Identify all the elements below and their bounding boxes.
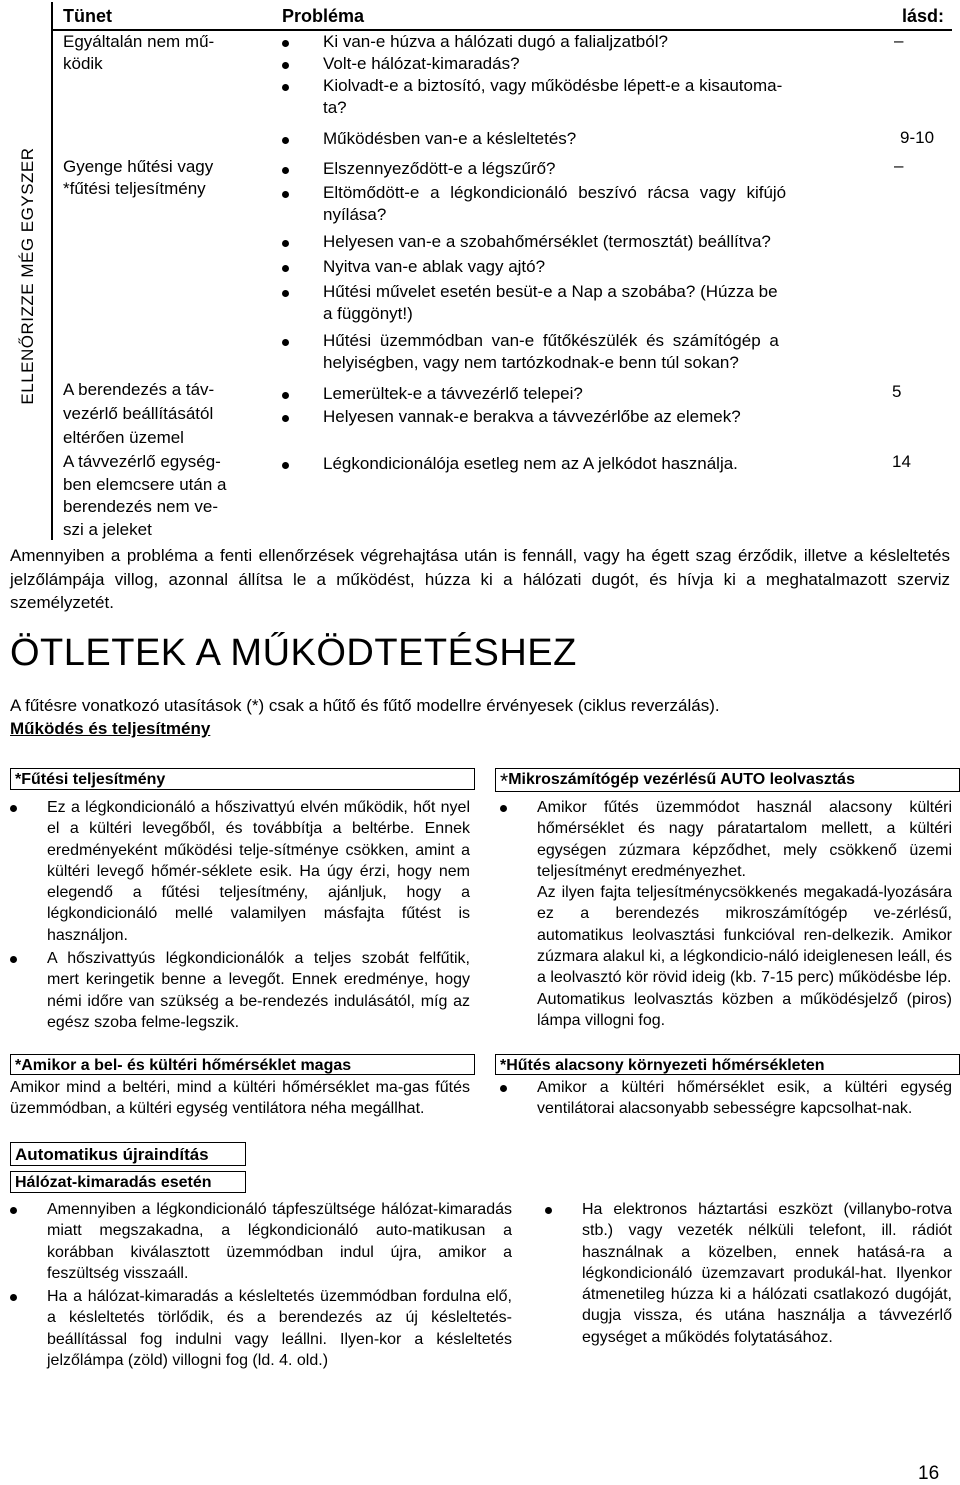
bullet-icon <box>500 805 507 812</box>
bullet-icon <box>282 191 289 198</box>
symptom-cell: Egyáltalán nem mű- ködik <box>63 32 215 73</box>
see-reference: – <box>894 156 904 175</box>
bullet-icon <box>282 84 289 91</box>
header-see: lásd: <box>902 6 945 26</box>
page-number: 16 <box>918 1463 940 1484</box>
bullet-icon <box>282 62 289 69</box>
list-item: Hűtési üzemmódban van-e fűtőkészülék és számítógép a helyiségben, vagy nem tartózkodnak-e benn túl sokan? <box>278 330 884 374</box>
see-reference: – <box>894 31 904 50</box>
bullet-icon <box>282 415 289 422</box>
see-reference: 5 <box>892 382 902 401</box>
bullet-icon <box>282 240 289 247</box>
bullet-icon <box>282 167 289 174</box>
bullet-icon <box>282 137 289 144</box>
list-item: Ki van-e húzva a hálózati dugó a falialjzatból? <box>278 31 884 53</box>
list-item: Ez a légkondicionáló a hőszivattyú elvén működik, hőt nyel el a kültéri levegőből, és továbbítja a beltérbe. Ennek eredményeként működési telje-sítménye csökken, amint a kültéri levegő hőmér-séklete esik. Ha úgy érzi, hogy nem elegendő a fűtési teljesítmény, ajánljuk, hogy a légkondicionáló mellé valamilyen másfajta fűtést is használjon. <box>10 797 470 946</box>
bullet-icon <box>282 339 289 346</box>
bullet-icon <box>10 1207 17 1214</box>
header-symptom: Tünet <box>63 6 112 26</box>
list-item: Ha a hálózat-kimaradás a késleltetés üzemmódban fordulna elő, a késleltetés törlődik, és a berendezés az új késleltetés-beállítással fog indulni vagy leállni. Ilyen-kor a késleltetés jelzőlámpa (zöld) villogni fog (ld. 4. old.) <box>10 1286 512 1371</box>
right-column-items <box>500 1077 952 1120</box>
header-problem: Probléma <box>282 6 365 26</box>
symptom-cell: A berendezés a táv- vezérlő beállításától eltérően üzemel <box>63 380 215 447</box>
list-item: Lemerültek-e a távvezérlő telepei? <box>278 383 884 405</box>
bullet-icon <box>10 956 17 963</box>
heading-box: *Amikor a bel- és kültéri hőmérséklet magas <box>10 1054 475 1075</box>
heading-box: Automatikus újraindítás <box>10 1142 246 1166</box>
subsection-title: Működés és teljesítmény <box>10 719 211 738</box>
table-border-left <box>51 2 53 540</box>
list-item: Amikor fűtés üzemmódot használ alacsony kültéri hőmérséklet és nagy páratartalom mellett, a kültéri egységen zúzmara képződhet, mely csökkenő üzemi teljesítményt eredményezhet. <box>500 797 952 882</box>
bottom-right-items <box>545 1199 952 1348</box>
side-label: ELLENŐRIZZE MÉG EGYSZER <box>18 147 37 405</box>
list-item: Elszennyeződött-e a légszűrő? <box>278 158 884 180</box>
bullet-icon <box>282 462 289 469</box>
bullet-icon <box>282 290 289 297</box>
list-item: Nyitva van-e ablak vagy ajtó? <box>278 256 884 278</box>
list-item: A hőszivattyús légkondicionálók a teljes szobát felfűtik, mert keringetik benne a levegőt. Ennek eredménye, hogy némi időre van szükség a be-rendezés indulásától, míg az egész szoba felme-legszik. <box>10 948 470 1033</box>
list-item: Amikor a kültéri hőmérséklet esik, a kültéri egység ventilátorai alacsonyabb sebességre kapcsolhat-nak. <box>500 1077 952 1120</box>
list-item: Kiolvadt-e a biztosító, vagy működésbe lépett-e a kisautoma- ta? <box>278 75 884 119</box>
bottom-left-items <box>10 1199 512 1371</box>
list-item: Működésben van-e a késleltetés? <box>278 128 884 150</box>
troubleshooting-table <box>10 2 952 540</box>
heading-box: Hálózat-kimaradás esetén <box>10 1171 246 1193</box>
left-column-items <box>10 797 470 1033</box>
bullet-icon <box>282 392 289 399</box>
bullet-icon <box>282 40 289 47</box>
warning-paragraph: Amennyiben a probléma a fenti ellenőrzések végrehajtása után is fennáll, vagy ha égett szag érződik, illetve a késleltetés jelzőlámpája villog, azonnal állítsa le a működést, húzza ki a hálózati dugót, és hívja ki a meghatalmazott szerviz személyzetét. <box>10 546 950 612</box>
right-column-items <box>500 797 952 1031</box>
bullet-icon <box>282 265 289 272</box>
see-reference: 9-10 <box>900 128 935 147</box>
list-item: Amennyiben a légkondicionáló tápfeszültsége hálózat-kimaradás miatt megszakadna, a légkondicionáló auto-matikusan a korábban kiválasztott üzemmódban indul újra, amikor a feszültség visszaáll. <box>10 1199 512 1284</box>
symptom-cell: A távvezérlő egység- ben elemcsere után a berendezés nem ve- szi a jeleket <box>63 452 227 539</box>
bullet-icon <box>10 1294 17 1301</box>
list-item: Eltömődött-e a légkondicionáló beszívó rácsa vagy kifújó nyílása? <box>278 182 884 226</box>
see-reference: 14 <box>892 452 911 471</box>
right-paragraph: Automatikus leolvasztás közben a működésjelző (piros) lámpa villogni fog. <box>537 990 952 1029</box>
heading-box: *Hűtés alacsony környezeti hőmérsékleten <box>495 1054 960 1075</box>
list-item: Helyesen vannak-e berakva a távvezérlőbe az elemek? <box>278 406 884 428</box>
list-item: Helyesen van-e a szobahőmérséklet (termosztát) beállítva? <box>278 231 884 253</box>
intro-text: A fűtésre vonatkozó utasítások (*) csak a hűtő és fűtő modellre érvényesek (ciklus reverzálás). <box>10 696 720 715</box>
heading-box: *Fűtési teljesítmény <box>10 768 475 790</box>
left-paragraph: Amikor mind a beltéri, mind a kültéri hőmérséklet ma-gas fűtés üzemmódban, a kültéri egység ventilátora néha megállhat. <box>10 1079 470 1118</box>
section-title: ÖTLETEK A MŰKÖDTETÉSHEZ <box>10 632 577 674</box>
list-item: Légkondicionálója esetleg nem az A jelkódot használja. <box>278 453 884 475</box>
list-item: Volt-e hálózat-kimaradás? <box>278 53 884 75</box>
bullet-icon <box>500 1085 507 1092</box>
symptom-cell: Gyenge hűtési vagy *fűtési teljesítmény <box>63 157 214 198</box>
bullet-icon <box>10 805 17 812</box>
bullet-icon <box>545 1207 552 1214</box>
list-item: Hűtési művelet esetén besüt-e a Nap a szobába? (Húzza be a függönyt!) <box>278 281 884 325</box>
right-paragraph: Az ilyen fajta teljesítménycsökkenés megakadá-lyozására ez a berendezés mikroszámítógép ve-zérlésű, automatikus leolvasztási funkcióval ren-delkezik. Amikor zúzmara alakul ki, a légkondicio-náló ideiglenesen leáll, és a leolvasztó kör rövid ideig (kb. 7-15 perc) működésbe lép. <box>537 884 952 987</box>
heading-box: *Mikroszámítógép vezérlésű AUTO leolvasztás <box>495 768 960 792</box>
list-item: Ha elektronos háztartási eszközt (villanybo-rotva stb.) vagy vezeték nélküli telefont, ill. rádiót használnak a közelben, ennek hatásá-ra a légkondicionáló üzemzavart produkál-hat. Ilyenkor átmenetileg húzza ki a hálózati csatlakozó dugóját, dugja vissza, és utána használja a távvezérlő egységet a működés folytatásához. <box>545 1199 952 1348</box>
